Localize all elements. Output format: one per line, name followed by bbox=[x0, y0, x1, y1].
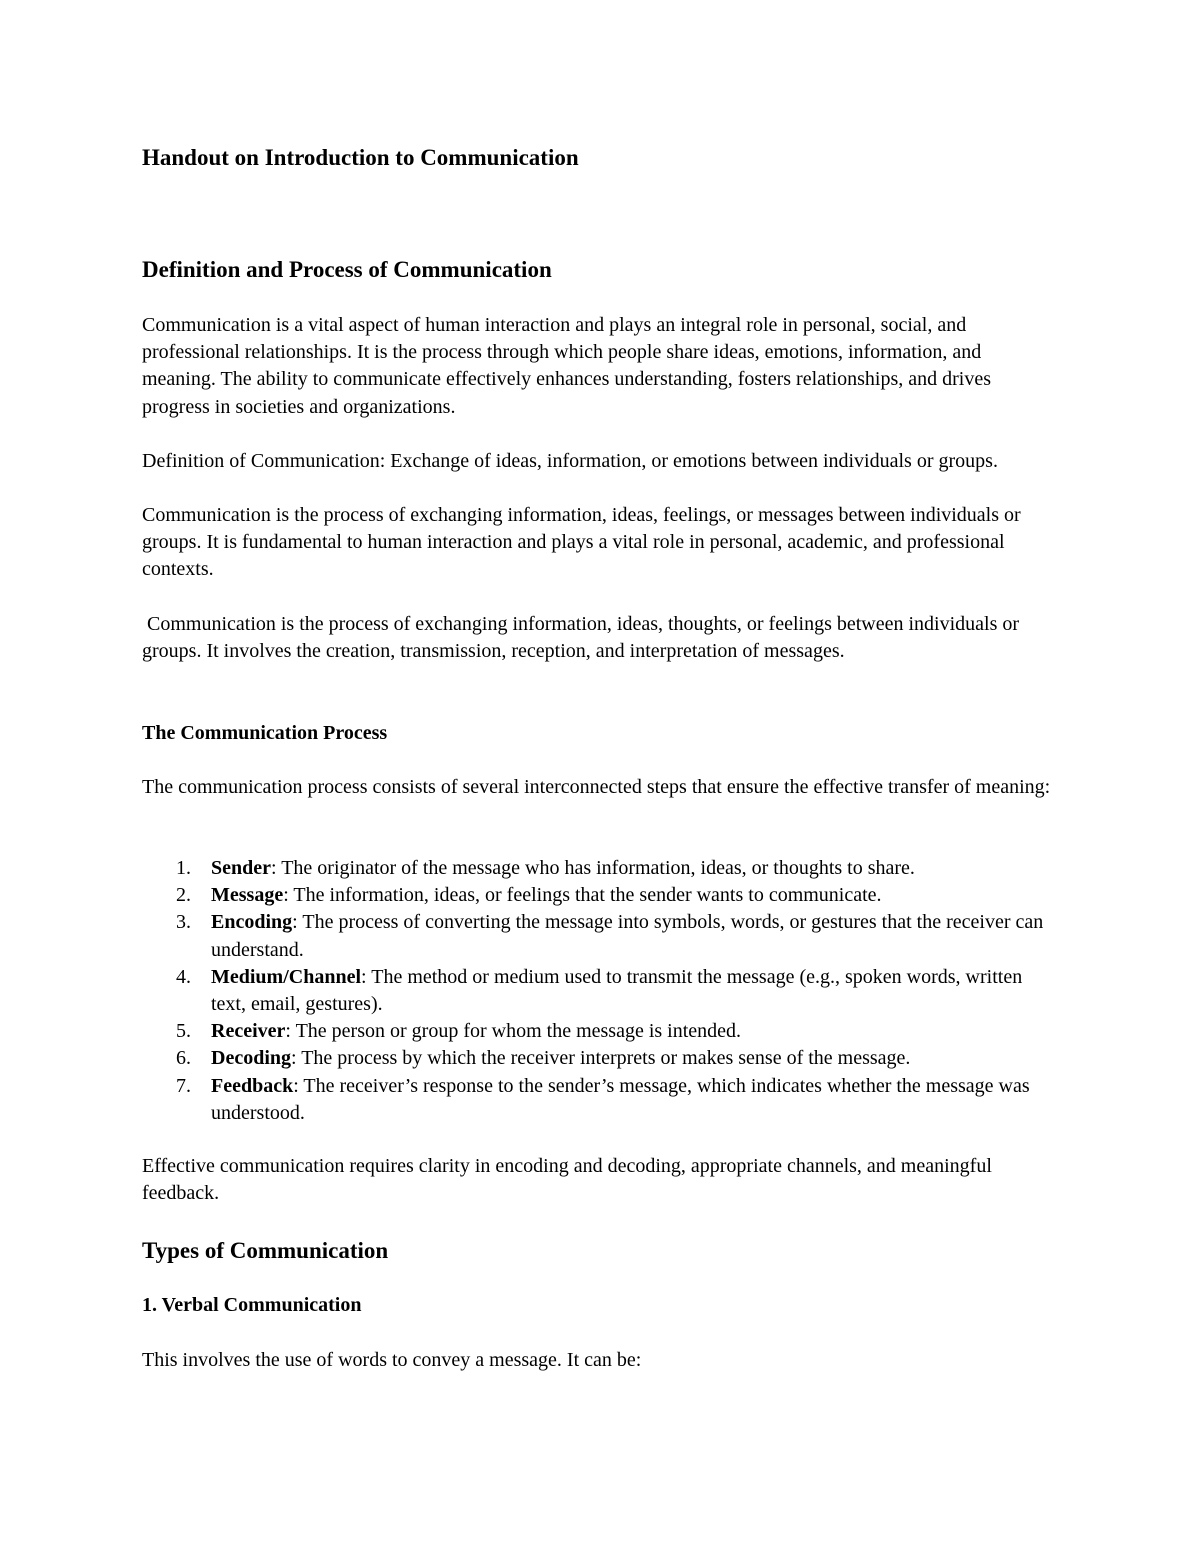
process-step-medium-channel bbox=[142, 964, 1057, 1018]
step-number: 2. bbox=[176, 884, 191, 907]
step-number: 1. bbox=[176, 857, 191, 879]
process-step-decoding bbox=[142, 1045, 1057, 1072]
step-term: Message bbox=[211, 884, 284, 907]
process-conclusion-paragraph: Effective communication requires clarity in encoding and decoding, appropriate channels, and meaningful feedback. bbox=[142, 1155, 992, 1205]
step-term: Feedback bbox=[211, 1074, 294, 1097]
step-description: : The process by which the receiver interprets or makes sense of the message. bbox=[291, 1047, 911, 1070]
step-term: Medium/Channel bbox=[211, 965, 362, 988]
definition-paragraph: Definition of Communication: Exchange of ideas, information, or emotions between individuals or groups. bbox=[142, 450, 998, 472]
process-step-message bbox=[142, 882, 1057, 909]
process-step-encoding bbox=[142, 909, 1057, 963]
types-heading: Types of Communication bbox=[142, 1238, 389, 1263]
document-title: Handout on Introduction to Communication bbox=[142, 145, 579, 170]
step-number: 7. bbox=[176, 1074, 191, 1097]
section-heading-definition-process: Definition and Process of Communication bbox=[142, 257, 552, 282]
process-steps-list bbox=[142, 855, 1057, 1127]
intro-paragraph: Communication is a vital aspect of human interaction and plays an integral role in personal, social, and professional relationships. It is the process through which people share ideas, emotions, information, and meaning. The ability to communicate effectively enhances understanding, fosters relationships, and drives progress in societies and organizations. bbox=[142, 314, 992, 418]
step-number: 5. bbox=[176, 1020, 191, 1043]
step-description: : The person or group for whom the message is intended. bbox=[285, 1020, 742, 1043]
process-heading: The Communication Process bbox=[142, 722, 388, 744]
step-term: Receiver bbox=[211, 1020, 286, 1043]
step-term: Decoding bbox=[211, 1047, 291, 1070]
process-step-receiver bbox=[142, 1018, 1057, 1045]
definition-alt-paragraph: Communication is the process of exchanging information, ideas, thoughts, or feelings between individuals or groups. It involves the creation, transmission, reception, and interpretation of messages. bbox=[142, 613, 1025, 663]
step-term: Sender bbox=[211, 857, 271, 879]
step-number: 3. bbox=[176, 911, 191, 934]
process-intro-paragraph: The communication process consists of several interconnected steps that ensure the effective transfer of meaning: bbox=[142, 776, 1051, 798]
step-term: Encoding bbox=[211, 911, 293, 934]
verbal-communication-heading: 1. Verbal Communication bbox=[142, 1294, 362, 1316]
process-step-sender bbox=[142, 855, 1057, 882]
step-description: : The method or medium used to transmit the message (e.g., spoken words, written text, email, gestures). bbox=[211, 965, 1023, 1016]
definition-extended-paragraph: Communication is the process of exchanging information, ideas, feelings, or messages between individuals or groups. It is fundamental to human interaction and plays a vital role in personal, academic, and professional contexts. bbox=[142, 504, 1021, 581]
verbal-intro-paragraph: This involves the use of words to convey a message. It can be: bbox=[142, 1349, 642, 1371]
step-number: 4. bbox=[176, 965, 191, 988]
step-description: : The originator of the message who has information, ideas, or thoughts to share. bbox=[271, 857, 915, 879]
step-description: : The receiver’s response to the sender’s message, which indicates whether the message was understood. bbox=[211, 1074, 1030, 1124]
process-step-feedback bbox=[142, 1073, 1057, 1127]
step-description: : The information, ideas, or feelings that the sender wants to communicate. bbox=[283, 884, 882, 907]
step-number: 6. bbox=[176, 1047, 191, 1070]
step-description: : The process of converting the message into symbols, words, or gestures that the receiver can understand. bbox=[211, 911, 1044, 961]
